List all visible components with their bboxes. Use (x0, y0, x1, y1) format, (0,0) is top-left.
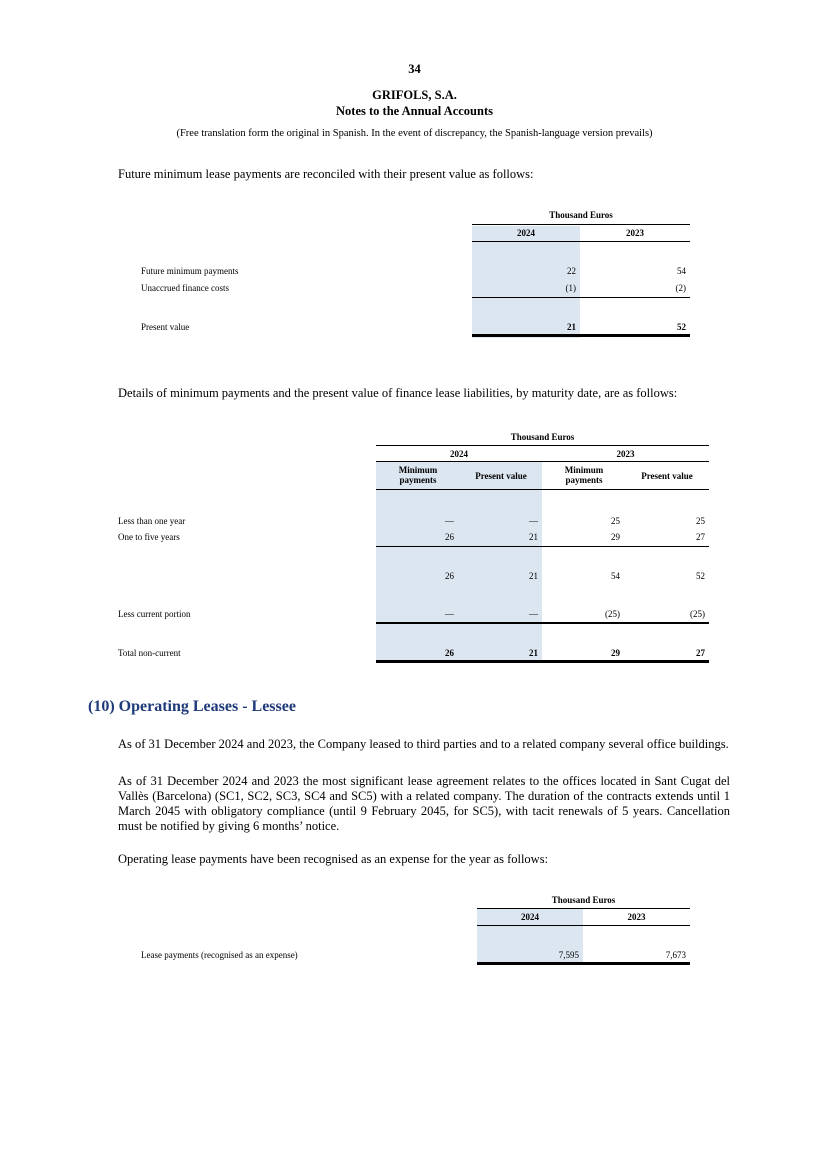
table1-row-label: Future minimum payments (141, 266, 239, 276)
table2-row-label: One to five years (118, 532, 180, 542)
table3-total-rule (477, 962, 690, 965)
table2-col-present-value-2024: Present value (475, 471, 527, 481)
table1-rule (472, 297, 690, 298)
table2-cell: 52 (696, 571, 705, 581)
table1-col-2023: 2023 (626, 228, 644, 238)
table2-year-2023: 2023 (616, 449, 635, 459)
table2-cell: 25 (611, 516, 620, 526)
table2-row-label: Less current portion (118, 609, 191, 619)
table1-col-2024: 2024 (517, 228, 535, 238)
table2-cell: 29 (611, 532, 620, 542)
table3-row-label: Lease payments (recognised as an expense) (141, 950, 298, 960)
table2-total-rule (376, 660, 709, 663)
section-paragraph-3: Operating lease payments have been recognised as an expense for the year as follows: (118, 852, 549, 866)
table2-rule (376, 461, 709, 462)
table2-cell: 29 (611, 648, 620, 658)
table2-cell: — (529, 516, 538, 526)
table1-total-rule (472, 334, 690, 337)
shade-2024-columns (376, 461, 542, 663)
table1-cell: (1) (565, 283, 576, 293)
intro-paragraph-2: Details of minimum payments and the present value of finance lease liabilities, by maturity date, are as follows: (118, 386, 678, 400)
table2-cell: (25) (690, 609, 705, 619)
table1-cell: 52 (677, 322, 686, 332)
table2-col-min-payments-2023: Minimum payments (564, 465, 604, 485)
table2-row-label: Less than one year (118, 516, 186, 526)
table2-rule (376, 445, 709, 446)
table2-cell: (25) (605, 609, 620, 619)
table1-rule (472, 224, 690, 225)
table1-rule (472, 241, 690, 242)
table2-row-label: Total non-current (118, 648, 181, 658)
section-paragraph-2: As of 31 December 2024 and 2023 the most significant lease agreement relates to the offices located in Sant Cugat del Vallès (Barcelona) (SC1, SC2, SC3, SC4 and SC5) with a related company. The duration of the contracts extends until 1 March 2045 with obligatory compliance (until 9 February 2045, for SC5), with tacit renewals of 5 years. Cancellation must be notified by giving 6 months’ notice. (118, 774, 730, 833)
table2-rule (376, 622, 709, 624)
table2-cell: — (445, 609, 454, 619)
table3-col-2024: 2024 (521, 912, 539, 922)
table3-cell: 7,595 (558, 950, 579, 960)
table3-cell: 7,673 (665, 950, 686, 960)
table1-cell: 21 (567, 322, 576, 332)
table3-rule (477, 925, 690, 926)
table3-rule (477, 908, 690, 909)
document-subtitle: Notes to the Annual Accounts (336, 104, 493, 118)
table2-cell: 21 (529, 571, 538, 581)
table2-year-2024: 2024 (450, 449, 468, 459)
table2-cell: 26 (445, 532, 454, 542)
table1-row-label: Unaccrued finance costs (141, 283, 229, 293)
table2-cell: 21 (529, 532, 538, 542)
table2-cell: — (529, 609, 538, 619)
table2-col-present-value-2023: Present value (641, 471, 693, 481)
table1-cell: 22 (567, 266, 576, 276)
table2-cell: 27 (696, 532, 705, 542)
intro-paragraph-1: Future minimum lease payments are reconciled with their present value as follows: (118, 167, 534, 181)
section-paragraph-1: As of 31 December 2024 and 2023, the Company leased to third parties and to a related company several office buildings. (118, 737, 729, 751)
table3-unit-header: Thousand Euros (551, 895, 616, 905)
table2-cell: 25 (696, 516, 705, 526)
company-name: GRIFOLS, S.A. (372, 88, 457, 102)
table2-cell: 27 (696, 648, 705, 658)
table3-col-2023: 2023 (627, 912, 646, 922)
table1-unit-header: Thousand Euros (549, 210, 613, 220)
table2-unit-header: Thousand Euros (510, 432, 575, 442)
translation-disclaimer: (Free translation form the original in Spanish. In the event of discrepancy, the Spanish-language version prevails) (176, 128, 653, 139)
section-heading: (10) Operating Leases - Lessee (88, 698, 296, 715)
table2-rule (376, 489, 709, 490)
table1-cell: (2) (675, 283, 686, 293)
table1-cell: 54 (677, 266, 686, 276)
page-number: 34 (408, 62, 421, 76)
table2-cell: — (445, 516, 454, 526)
table2-col-min-payments-2024: Minimum payments (398, 465, 438, 485)
table2-cell: 21 (529, 648, 538, 658)
table2-cell: 26 (445, 648, 454, 658)
table2-cell: 54 (611, 571, 620, 581)
table1-row-label: Present value (141, 322, 190, 332)
table2-cell: 26 (445, 571, 454, 581)
table2-rule (376, 546, 709, 547)
